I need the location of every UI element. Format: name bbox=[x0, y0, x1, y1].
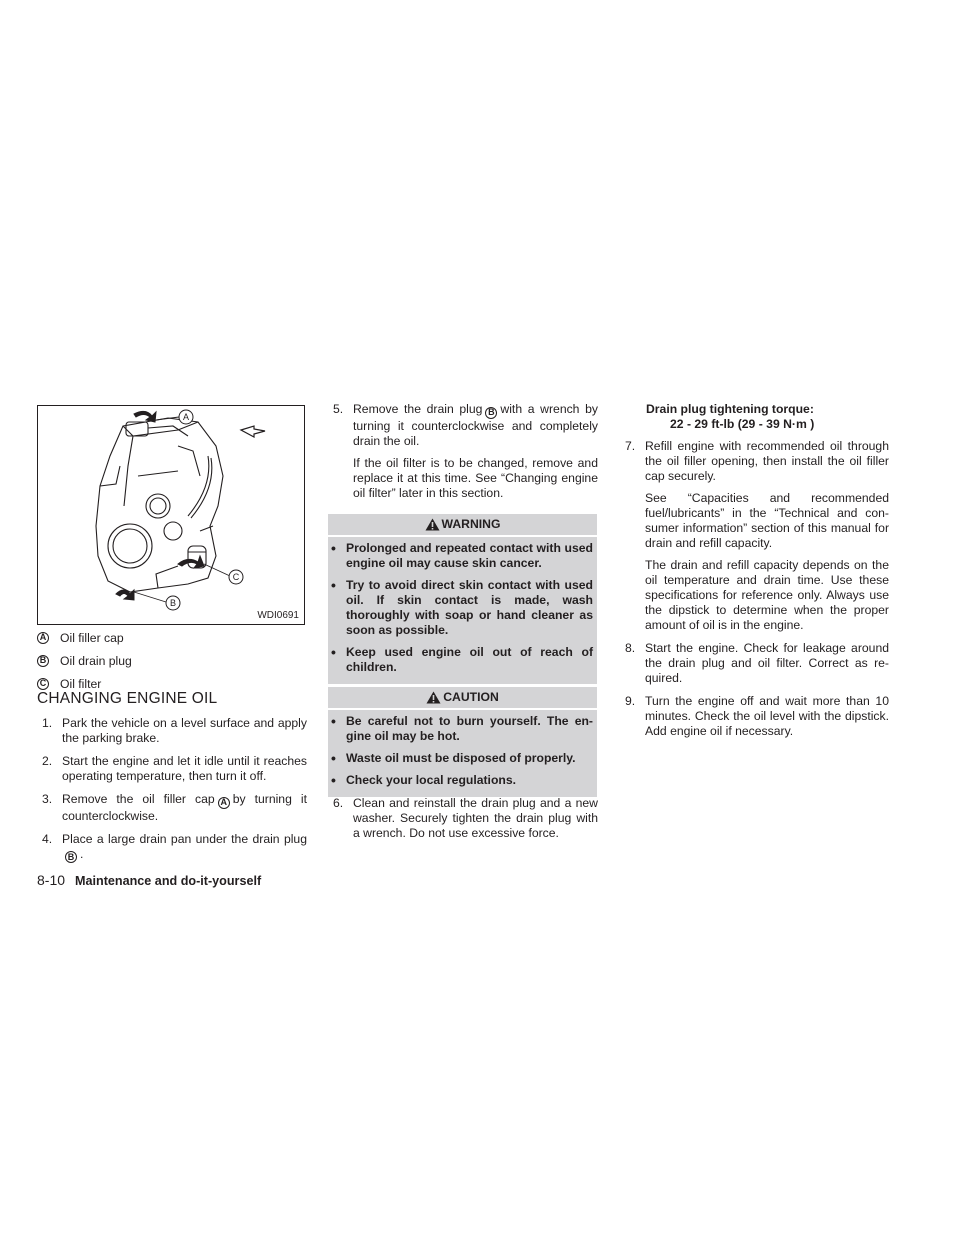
section-name: Maintenance and do-it-yourself bbox=[75, 874, 262, 888]
step-9 bbox=[620, 694, 889, 739]
section-heading: CHANGING ENGINE OIL bbox=[37, 690, 218, 707]
step-text: Refill engine with recommended oil through the oil filler opening, then install the oil filler cap securely. bbox=[645, 439, 889, 483]
warning-title bbox=[328, 514, 597, 537]
callout-letter-c: C bbox=[37, 678, 49, 690]
step-number: 1. bbox=[42, 716, 53, 730]
step-1 bbox=[37, 716, 307, 746]
engine-drawing bbox=[38, 406, 304, 624]
callout-b: B bbox=[169, 598, 177, 608]
callout-letter-a: A bbox=[218, 797, 230, 809]
steps-list-col3 bbox=[620, 439, 889, 739]
step-paragraph: See “Capacities and recommended fuel/lubricants” in the “Technical and con- sumer information” section of this manual for drain and refill capacity. bbox=[645, 491, 889, 550]
callout-a: A bbox=[182, 412, 190, 422]
warning-title-text: WARNING bbox=[441, 517, 501, 531]
callout-letter-a: A bbox=[37, 632, 49, 644]
step-4 bbox=[37, 832, 307, 864]
step-number: 7. bbox=[625, 439, 636, 453]
step-text: Remove the oil filler cap bbox=[62, 792, 215, 806]
caution-icon bbox=[426, 691, 441, 704]
caution-list bbox=[328, 710, 597, 797]
step-number: 8. bbox=[625, 641, 636, 655]
step-paragraph: The drain and refill capacity depends on the oil temperature and drain time. Use these specifications for reference only. Always use the dipstick to determine when the proper amount of oil is in the engine. bbox=[645, 558, 889, 632]
step-2 bbox=[37, 754, 307, 784]
step-text: Park the vehicle on a level surface and apply the parking brake. bbox=[62, 716, 307, 745]
step-number: 2. bbox=[42, 754, 53, 768]
step-text: with a wrench by turning it counterclockwise and completely drain the oil. bbox=[353, 402, 598, 448]
caution-item: • Be careful not to burn yourself. The en- gine oil may be hot. bbox=[328, 714, 593, 744]
step-text: Start the engine. Check for leakage around the drain plug and oil filter. Correct as re- quired. bbox=[645, 641, 889, 685]
step-7 bbox=[620, 439, 889, 633]
legend-text: Oil drain plug bbox=[60, 653, 132, 668]
caution-title bbox=[328, 687, 597, 710]
warning-list bbox=[328, 537, 597, 684]
step-8 bbox=[620, 641, 889, 686]
step-text: Turn the engine off and wait more than 10 minutes. Check the oil level with the dipstick. Add engine oil if necessary. bbox=[645, 694, 889, 738]
engine-illustration bbox=[37, 405, 305, 625]
step-number: 4. bbox=[42, 831, 53, 846]
warning-icon bbox=[425, 518, 440, 531]
warning-box bbox=[328, 514, 597, 684]
step-6 bbox=[328, 796, 598, 841]
step-3 bbox=[37, 792, 307, 824]
caution-box bbox=[328, 687, 597, 797]
callout-letter-b: B bbox=[65, 851, 77, 863]
step-text: Remove the drain plug bbox=[353, 402, 483, 416]
step-5 bbox=[328, 402, 598, 501]
steps-list-col2 bbox=[328, 402, 598, 501]
warning-item: • Try to avoid direct skin contact with used oil. If skin contact is made, wash thoroughly with soap or hand cleaner as soon as possible. bbox=[328, 578, 593, 638]
torque-label: Drain plug tightening torque: bbox=[646, 402, 814, 416]
callout-letter-b: B bbox=[485, 407, 497, 419]
warning-item: • Prolonged and repeated contact with used engine oil may cause skin cancer. bbox=[328, 541, 593, 571]
page-number: 8-10 bbox=[37, 872, 66, 888]
figure-code: WDI0691 bbox=[257, 610, 299, 621]
steps-list-col1 bbox=[37, 716, 307, 863]
figure-legend bbox=[37, 626, 307, 695]
step-text: . bbox=[80, 846, 84, 861]
caution-item: • Waste oil must be disposed of properly. bbox=[328, 751, 593, 766]
legend-text: Oil filler cap bbox=[60, 630, 124, 645]
step-number: 5. bbox=[333, 402, 344, 416]
page-footer bbox=[37, 872, 261, 888]
legend-text: Oil filter bbox=[60, 676, 102, 691]
step-text: Place a large drain pan under the drain plug bbox=[62, 831, 307, 846]
step-number: 6. bbox=[333, 796, 344, 810]
steps-list-col2b bbox=[328, 796, 598, 841]
step-text: Start the engine and let it idle until it reaches operating temperature, then turn it off. bbox=[62, 754, 307, 783]
legend-item-b bbox=[37, 649, 307, 672]
torque-spec bbox=[646, 402, 814, 432]
callout-letter-b: B bbox=[37, 655, 49, 667]
torque-value: 22 - 29 ft-lb (29 - 39 N·m ) bbox=[670, 417, 815, 431]
step-text: Clean and reinstall the drain plug and a new washer. Securely tighten the drain plug with a wrench. Do not use excessive force. bbox=[353, 796, 598, 840]
legend-item-a bbox=[37, 626, 307, 649]
warning-item: • Keep used engine oil out of reach of children. bbox=[328, 645, 593, 675]
step-paragraph: If the oil filter is to be changed, remove and replace it at this time. See “Changing engine oil filter” later in this section. bbox=[353, 455, 598, 500]
step-number: 3. bbox=[42, 792, 53, 806]
step-number: 9. bbox=[625, 694, 636, 708]
caution-title-text: CAUTION bbox=[443, 690, 499, 704]
step-text: by turning it counterclockwise. bbox=[62, 792, 307, 823]
caution-item: • Check your local regulations. bbox=[328, 773, 593, 788]
callout-c: C bbox=[232, 572, 240, 582]
